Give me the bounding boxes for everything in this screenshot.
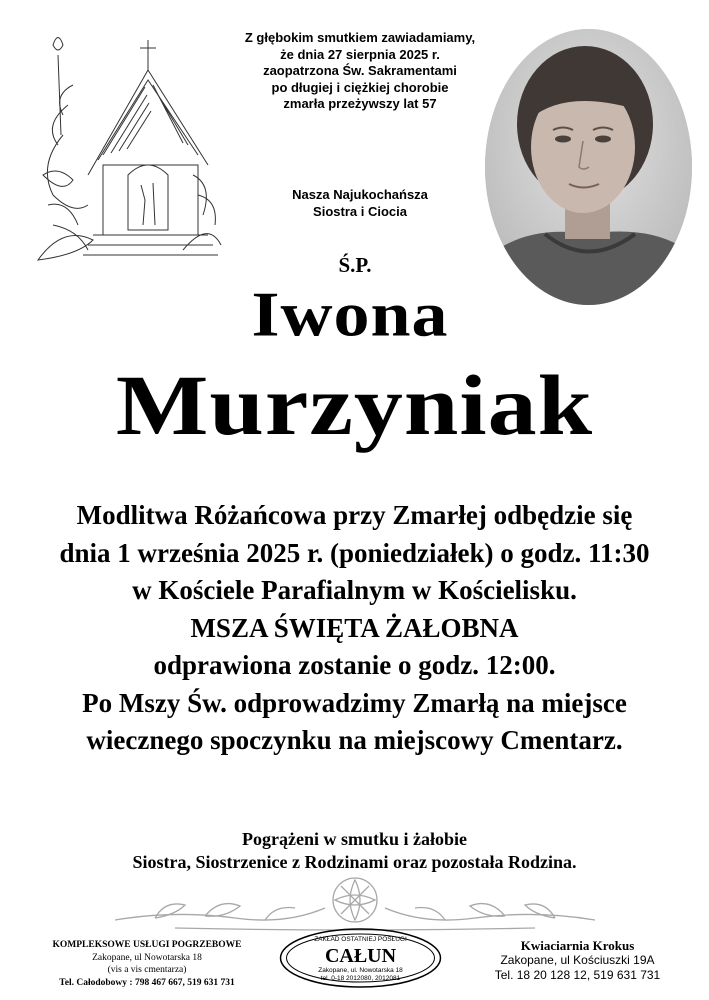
calun-logo-icon [278,927,443,989]
intro-line: po długiej i ciężkiej chorobie [271,79,449,95]
intro-line: zmarła przeżywszy lat 57 [283,96,437,111]
services-address: Zakopane, ul Nowotarska 18 [92,952,202,963]
announcement-line: w Kościele Parafialnym w Kościelisku. [132,575,577,605]
announcement-line: MSZA ŚWIĘTA ŻAŁOBNA [190,612,519,643]
logo-tel: tel. 0-18 2012080, 2012081 [320,975,401,982]
florist-phone: Tel. 18 20 128 12, 519 631 731 [494,968,661,982]
logo-top: ZAKŁAD OSTATNIEJ POSŁUGI [314,936,407,943]
services-title: KOMPLEKSOWE USŁUGI POGRZEBOWE [52,940,242,950]
deceased-last-name: Murzyniak [115,358,594,454]
intro-line: zaopatrzona Św. Sakramentami [263,63,457,78]
funeral-announcement [20,497,689,760]
funeral-services-info [12,939,282,989]
florist-title: Kwiaciarnia Krokus [520,938,635,953]
announcement-line: odprawiona zostanie o godz. 12:00. [153,650,556,680]
mourners-line: Pogrążeni w smutku i żałobie [242,829,467,849]
death-notice-intro [205,30,515,113]
portrait-photo [485,29,692,305]
relation-text [230,186,490,220]
florist-info [455,938,700,983]
services-phone: Tel. Całodobowy : 798 467 667, 519 631 731 [59,977,235,988]
portrait-icon [485,29,692,305]
relation-line: Siostra i Ciocia [313,204,407,219]
mourners-line: Siostra, Siostrzenice z Rodzinami oraz pozostała Rodzina. [132,852,577,872]
intro-line: że dnia 27 sierpnia 2025 r. [280,46,440,62]
announcement-line: Modlitwa Różańcowa przy Zmarłej odbędzie się [76,500,633,530]
services-note: (vis a vis cmentarza) [107,965,187,975]
logo-address: Zakopane, ul. Nowotarska 18 [318,967,403,974]
relation-line: Nasza Najukochańsza [292,187,428,202]
floral-ornament-icon [115,870,595,935]
sp-prefix: Ś.P. [338,253,372,277]
chapel-drawing-icon [33,25,223,270]
announcement-line: dnia 1 września 2025 r. (poniedziałek) o godz. 11:30 [59,537,650,568]
deceased-first-name: Iwona [251,279,449,350]
logo-name: CAŁUN [324,945,397,967]
intro-line: Z głębokim smutkiem zawiadamiamy, [244,30,476,45]
announcement-line: wiecznego spoczynku na miejscowy Cmentarz. [86,725,623,755]
florist-address: Zakopane, ul Kościuszki 19A [500,953,655,967]
announcement-line: Po Mszy Św. odprowadzimy Zmarłą na miejsce [82,687,627,718]
mourners-text [20,828,689,874]
